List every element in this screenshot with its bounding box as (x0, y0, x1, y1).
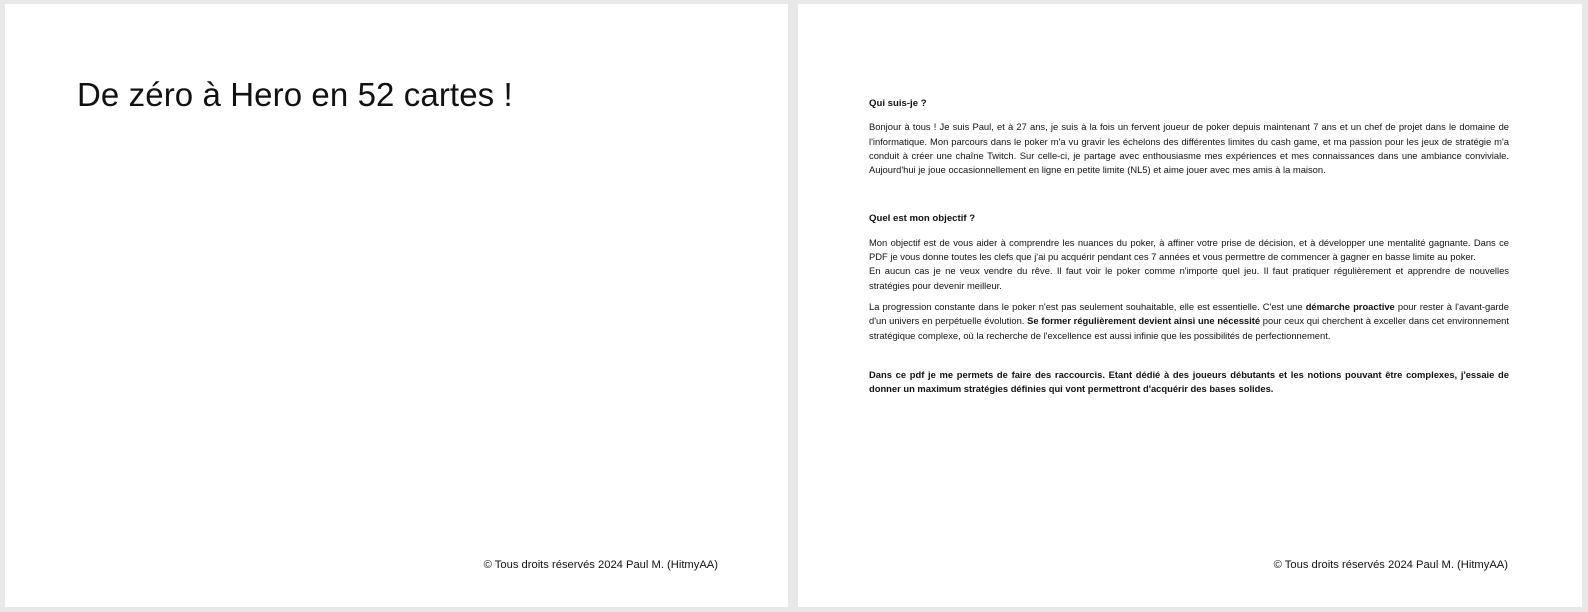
page-2-footer: © Tous droits réservés 2024 Paul M. (HitmyAA) (1273, 559, 1508, 571)
progression-text-a: La progression constante dans le poker n'est pas seulement souhaitable, elle est essentielle. C'est une (869, 300, 1306, 312)
paragraph-closing: Dans ce pdf je me permets de faire des raccourcis. Etant dédié à des joueurs débutants et les notions pouvant être complexes, j'essaie de donner un maximum stratégies définies qui vont permettront d'acquérir des bases solides. (869, 368, 1509, 395)
page-1-footer: © Tous droits réservés 2024 Paul M. (HitmyAA) (483, 559, 718, 571)
heading-who-am-i: Qui suis-je ? (869, 98, 927, 109)
progression-bold-a: démarche proactive (1305, 300, 1395, 312)
document-title: De zéro à Hero en 52 cartes ! (77, 76, 513, 113)
progression-text-c: pour ceux qui cherchent à exceller dans cet environnement stratégique complexe, où la recherche de l'excellence est aussi infinie que les possibilités de perfectionnement. (869, 315, 1509, 341)
page-2-content (869, 97, 1509, 396)
progression-text-b: pour rester à l'avant-garde d'un univers en perpétuelle évolution. (869, 300, 1509, 327)
paragraph-objective: Mon objectif est de vous aider à comprendre les nuances du poker, à affiner votre prise de décision, et à développer une mentalité gagnante. Dans ce PDF je vous donne toutes les clefs que j'ai pu acquérir pendant ces 7 années et vous permettre de commencer à gagner en basse limite au poker. (869, 236, 1509, 263)
heading-objective: Quel est mon objectif ? (869, 213, 976, 225)
paragraph-progression (869, 300, 1509, 343)
paragraph-no-dream: En aucun cas je ne veux vendre du rêve. Il faut voir le poker comme n'importe quel jeu. Il faut pratiquer régulièrement et apprendre de nouvelles stratégies pour devenir meilleur. (869, 265, 1509, 291)
paragraph-introduction: Bonjour à tous ! Je suis Paul, et à 27 ans, je suis à la fois un fervent joueur de poker depuis maintenant 7 ans et un chef de projet dans le domaine de l'informatique. Mon parcours dans le poker m'a vu gravir les échelons des différentes limites du cash game, et ma passion pour les jeux de stratégie m'a conduit à créer une chaîne Twitch. Sur celle-ci, je partage avec enthousiasme mes expériences et mes connaissances dans une ambiance conviviale. Aujourd'hui je joue occasionnellement en ligne en petite limite (NL5) et aime jouer avec mes amis à la maison. (869, 121, 1509, 176)
progression-bold-b: Se former régulièrement devient ainsi une nécessité (1027, 315, 1261, 327)
page-2 (798, 4, 1582, 607)
page-1 (5, 4, 788, 607)
